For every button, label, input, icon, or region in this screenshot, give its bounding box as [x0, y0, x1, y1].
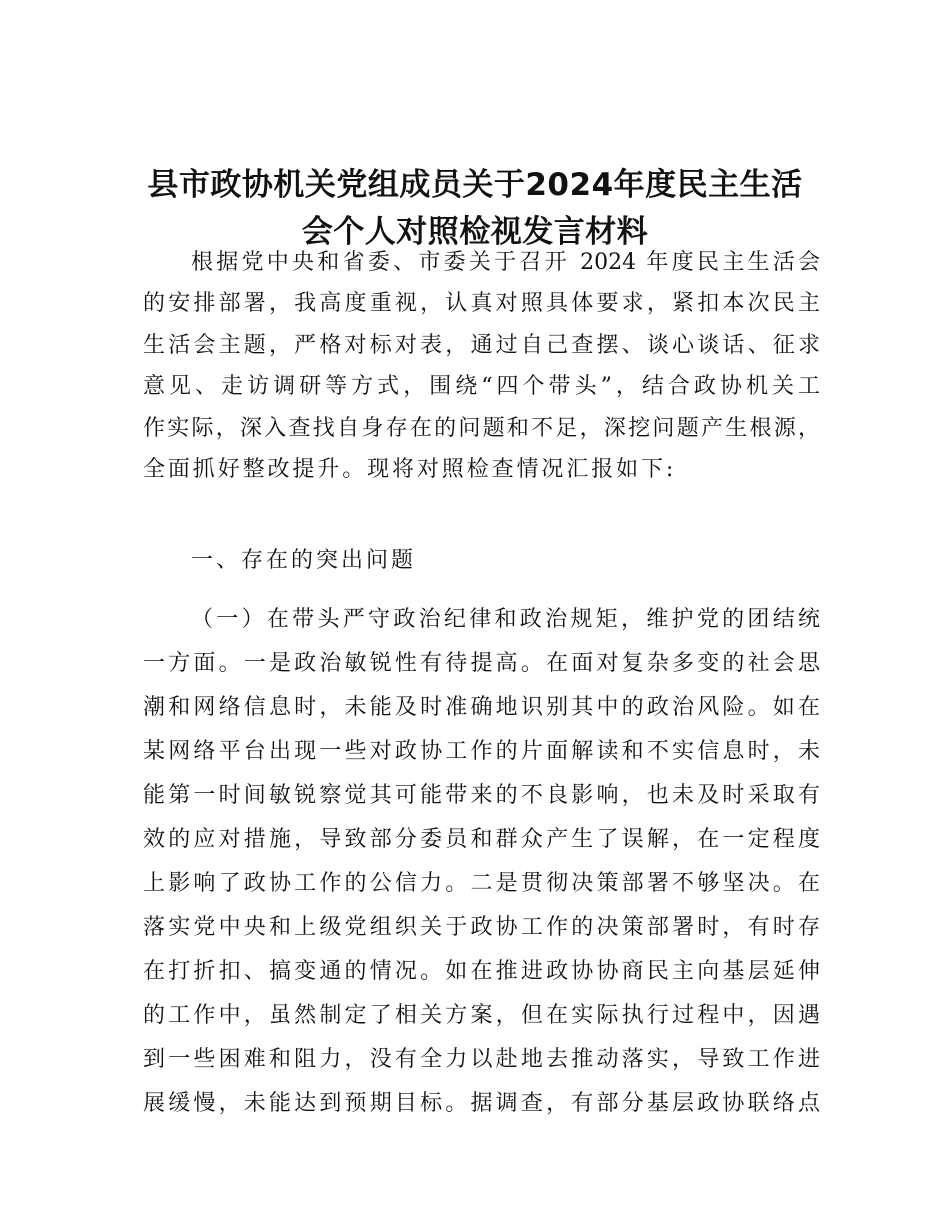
document-title [0, 162, 950, 256]
title-line-2: 会个人对照检视发言材料 [301, 214, 649, 250]
title-line-1: 县市政协机关党组成员关于2024年度民主生活 [147, 167, 803, 203]
section-heading: 一、存在的突出问题 [191, 548, 417, 573]
